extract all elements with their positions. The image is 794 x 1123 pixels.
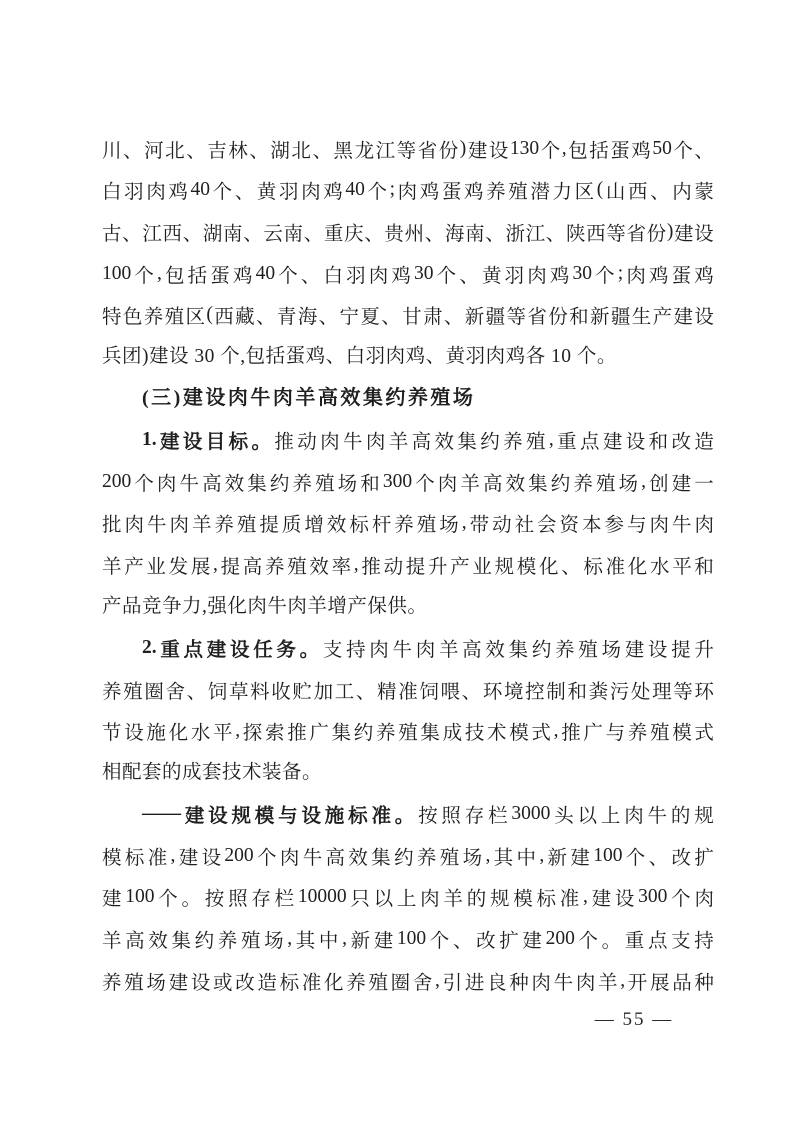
text-line: 川 、 河 北 、 吉 林 、 湖 北 、 黑 龙 江 等 省 份 ) 建 设 130 个 , 包 括 蛋 鸡 50 个 、 bbox=[102, 137, 714, 162]
text-line: 古 、 江 西 、 湖 南 、 云 南 、 重 庆 、 贵 州 、 海 南 、 浙 江 、 陕 西 等 省 份 ) 建 设 bbox=[102, 220, 714, 245]
text-line: 兵团)建设 30 个,包括蛋鸡、白羽肉鸡、黄羽肉鸡各 10 个。 bbox=[102, 345, 617, 367]
text-line: 羊 高 效 集 约 养 殖 场 , 其 中 , 新 建 100 个 、 改 扩 建 200 个 。 重 点 支 持 bbox=[102, 928, 714, 953]
text-line: 养 殖 场 建 设 或 改 造 标 准 化 养 殖 圈 舍 , 引 进 良 种 肉 牛 肉 羊 , 开 展 品 种 bbox=[102, 969, 714, 994]
text-line: 建 100 个 。 按 照 存 栏 10000 只 以 上 肉 羊 的 规 模 标 准 , 建 设 300 个 肉 bbox=[102, 886, 714, 911]
text-line: 羊 产 业 发 展 , 提 高 养 殖 效 率 , 推 动 提 升 产 业 规 模 化 、 标 准 化 水 平 和 bbox=[102, 553, 714, 578]
page-number: — 55 — bbox=[594, 1009, 674, 1030]
text-line: 200 个 肉 牛 高 效 集 约 养 殖 场 和 300 个 肉 羊 高 效 集 约 养 殖 场 , 创 建 一 bbox=[102, 470, 714, 495]
text-line: 节 设 施 化 水 平 , 探 索 推 广 集 约 养 殖 集 成 技 术 模 式 , 推 广 与 养 殖 模 式 bbox=[102, 720, 714, 745]
section-heading: (三)建设肉牛肉羊高效集约养殖场 bbox=[142, 386, 476, 409]
document-body bbox=[102, 128, 714, 1001]
text-line: —— 建 设 规 模 与 设 施 标 准 。 按 照 存 栏 3000 头 以 上 肉 牛 的 规 bbox=[142, 803, 714, 828]
text-line: 产品竞争力,强化肉牛肉羊增产保供。 bbox=[102, 595, 428, 617]
text-line: 相配套的成套技术装备。 bbox=[102, 761, 323, 783]
text-line: 模 标 准 , 建 设 200 个 肉 牛 高 效 集 约 养 殖 场 , 其 中 , 新 建 100 个 、 改 扩 bbox=[102, 844, 714, 869]
text-line: 特 色 养 殖 区 ( 西 藏 、 青 海 、 宁 夏 、 甘 肃 、 新 疆 等 省 份 和 新 疆 生 产 建 设 bbox=[102, 304, 714, 329]
text-line: 100 个 , 包 括 蛋 鸡 40 个 、 白 羽 肉 鸡 30 个 、 黄 羽 肉 鸡 30 个 ; 肉 鸡 蛋 鸡 bbox=[102, 262, 714, 287]
text-line: 2. 重 点 建 设 任 务 。 支 持 肉 牛 肉 羊 高 效 集 约 养 殖 场 建 设 提 升 bbox=[142, 636, 714, 661]
text-line: 批 肉 牛 肉 羊 养 殖 提 质 增 效 标 杆 养 殖 场 , 带 动 社 会 资 本 参 与 肉 牛 肉 bbox=[102, 512, 714, 537]
text-line: 白 羽 肉 鸡 40 个 、 黄 羽 肉 鸡 40 个 ; 肉 鸡 蛋 鸡 养 殖 潜 力 区 ( 山 西 、 内 蒙 bbox=[102, 179, 714, 204]
text-line: 养 殖 圈 舍 、 饲 草 料 收 贮 加 工 、 精 准 饲 喂 、 环 境 控 制 和 粪 污 处 理 等 环 bbox=[102, 681, 714, 703]
text-line: 1. 建 设 目 标 。 推 动 肉 牛 肉 羊 高 效 集 约 养 殖 , 重 点 建 设 和 改 造 bbox=[142, 428, 714, 453]
